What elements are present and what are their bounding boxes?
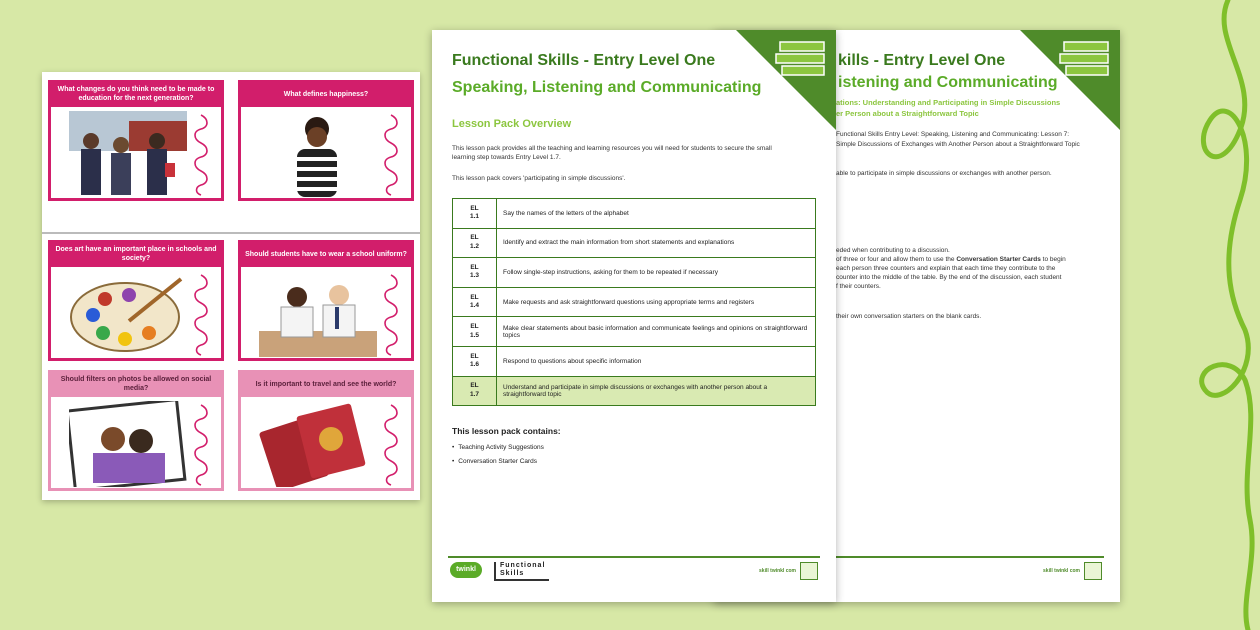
level-code: EL 1.5 — [453, 317, 497, 347]
card-question: Does art have an important place in schools and society? — [51, 243, 221, 267]
footer-rule — [448, 556, 820, 558]
students-illustration — [69, 111, 187, 197]
twinkl-logo: twinkl — [450, 562, 482, 578]
card-question: Should students have to wear a school uniform? — [241, 243, 411, 267]
footer-site: skill twinkl com — [759, 568, 796, 574]
level-description: Understand and participate in simple discussions or exchanges with another person about a straightforward topic — [497, 376, 816, 406]
card-question: Should filters on photos be allowed on social media? — [51, 373, 221, 397]
table-row — [453, 346, 816, 376]
table-row — [453, 287, 816, 317]
contents-list — [452, 444, 544, 472]
level-code: EL 1.6 — [453, 346, 497, 376]
quality-badge-icon — [800, 562, 818, 580]
document-subtitle: istening and Communicating — [838, 74, 1058, 91]
level-code: EL 1.2 — [453, 228, 497, 258]
objective-text: able to participate in simple discussions or exchanges with another person. — [836, 170, 1052, 177]
spiral-doodle — [379, 273, 403, 357]
paint-palette-illustration — [69, 271, 187, 357]
table-row — [453, 376, 816, 406]
contents-item: • Teaching Activity Suggestions — [452, 444, 544, 451]
activity-line1: eded when contributing to a discussion. — [836, 247, 950, 254]
level-description: Make clear statements about basic information and communicate feelings and opinions on straightforward topics — [497, 317, 816, 347]
card-question: Is it important to travel and see the world? — [241, 373, 411, 397]
contents-item: • Conversation Starter Cards — [452, 458, 544, 465]
lesson-pack-overview-document — [432, 30, 836, 602]
table-row — [453, 199, 816, 229]
contains-heading: This lesson pack contains: — [452, 426, 561, 436]
card-uniform — [238, 240, 414, 361]
level-description: Respond to questions about specific information — [497, 346, 816, 376]
table-row — [453, 317, 816, 347]
document-subtitle: Speaking, Listening and Communicating — [452, 79, 762, 96]
card-travel — [238, 370, 414, 491]
intro-line2: Simple Discussions of Exchanges with Another Person about a Straightforward Topic — [836, 141, 1080, 148]
card-art — [48, 240, 224, 361]
quality-badge-icon — [1084, 562, 1102, 580]
decorative-swirl — [1150, 0, 1260, 630]
level-code: EL 1.4 — [453, 287, 497, 317]
card-happiness — [238, 80, 414, 201]
card-question: What defines happiness? — [241, 83, 411, 107]
sheet-divider — [42, 232, 420, 234]
selfie-illustration — [69, 401, 187, 487]
card-filters — [48, 370, 224, 491]
spiral-doodle — [189, 113, 213, 197]
footer-rule — [836, 556, 1104, 558]
functional-skills-logo: Functional Skills — [494, 562, 549, 581]
entry-level-table — [452, 198, 816, 406]
card-education — [48, 80, 224, 201]
conversation-cards-sheet — [42, 72, 420, 500]
spiral-doodle — [189, 273, 213, 357]
uniform-students-illustration — [259, 271, 377, 357]
activity-heading-line2: er Person about a Straightforward Topic — [836, 109, 979, 118]
intro-line1: Functional Skills Entry Level: Speaking, Listening and Communicating: Lesson 7: — [836, 131, 1070, 138]
activity-line5: f their counters. — [836, 283, 881, 290]
level-code: EL 1.7 — [453, 376, 497, 406]
spiral-doodle — [189, 403, 213, 487]
table-row — [453, 228, 816, 258]
covers-text: This lesson pack covers 'participating in simple discussions'. — [452, 175, 626, 182]
intro-line1: This lesson pack provides all the teaching and learning resources you will need for students to secure the small — [452, 145, 772, 152]
intro-line2: learning step towards Entry Level 1.7. — [452, 154, 561, 161]
card-question: What changes do you think need to be made to education for the next generation? — [51, 83, 221, 107]
activity-line2: of three or four and allow them to use the Conversation Starter Cards to begin — [836, 256, 1066, 263]
spiral-doodle — [379, 113, 403, 197]
document-title: kills - Entry Level One — [838, 52, 1006, 69]
document-title: Functional Skills - Entry Level One — [452, 52, 716, 69]
level-description: Make requests and ask straightforward questions using appropriate terms and registers — [497, 287, 816, 317]
level-description: Follow single-step instructions, asking for them to be repeated if necessary — [497, 258, 816, 288]
level-code: EL 1.1 — [453, 199, 497, 229]
passports-illustration — [259, 401, 377, 487]
activity-line3: each person three counters and explain that each time they contribute to the — [836, 265, 1056, 272]
spiral-doodle — [379, 403, 403, 487]
woman-illustration — [259, 111, 377, 197]
level-code: EL 1.3 — [453, 258, 497, 288]
extension-text: their own conversation starters on the blank cards. — [836, 313, 982, 320]
footer-site: skill twinkl com — [1043, 568, 1080, 574]
table-row — [453, 258, 816, 288]
level-description: Identify and extract the main information from short statements and explanations — [497, 228, 816, 258]
activity-line4: counter into the middle of the table. By the end of the discussion, each student — [836, 274, 1062, 281]
level-description: Say the names of the letters of the alphabet — [497, 199, 816, 229]
activity-heading-line1: ations: Understanding and Participating in Simple Discussions — [836, 98, 1061, 107]
overview-heading: Lesson Pack Overview — [452, 118, 572, 130]
